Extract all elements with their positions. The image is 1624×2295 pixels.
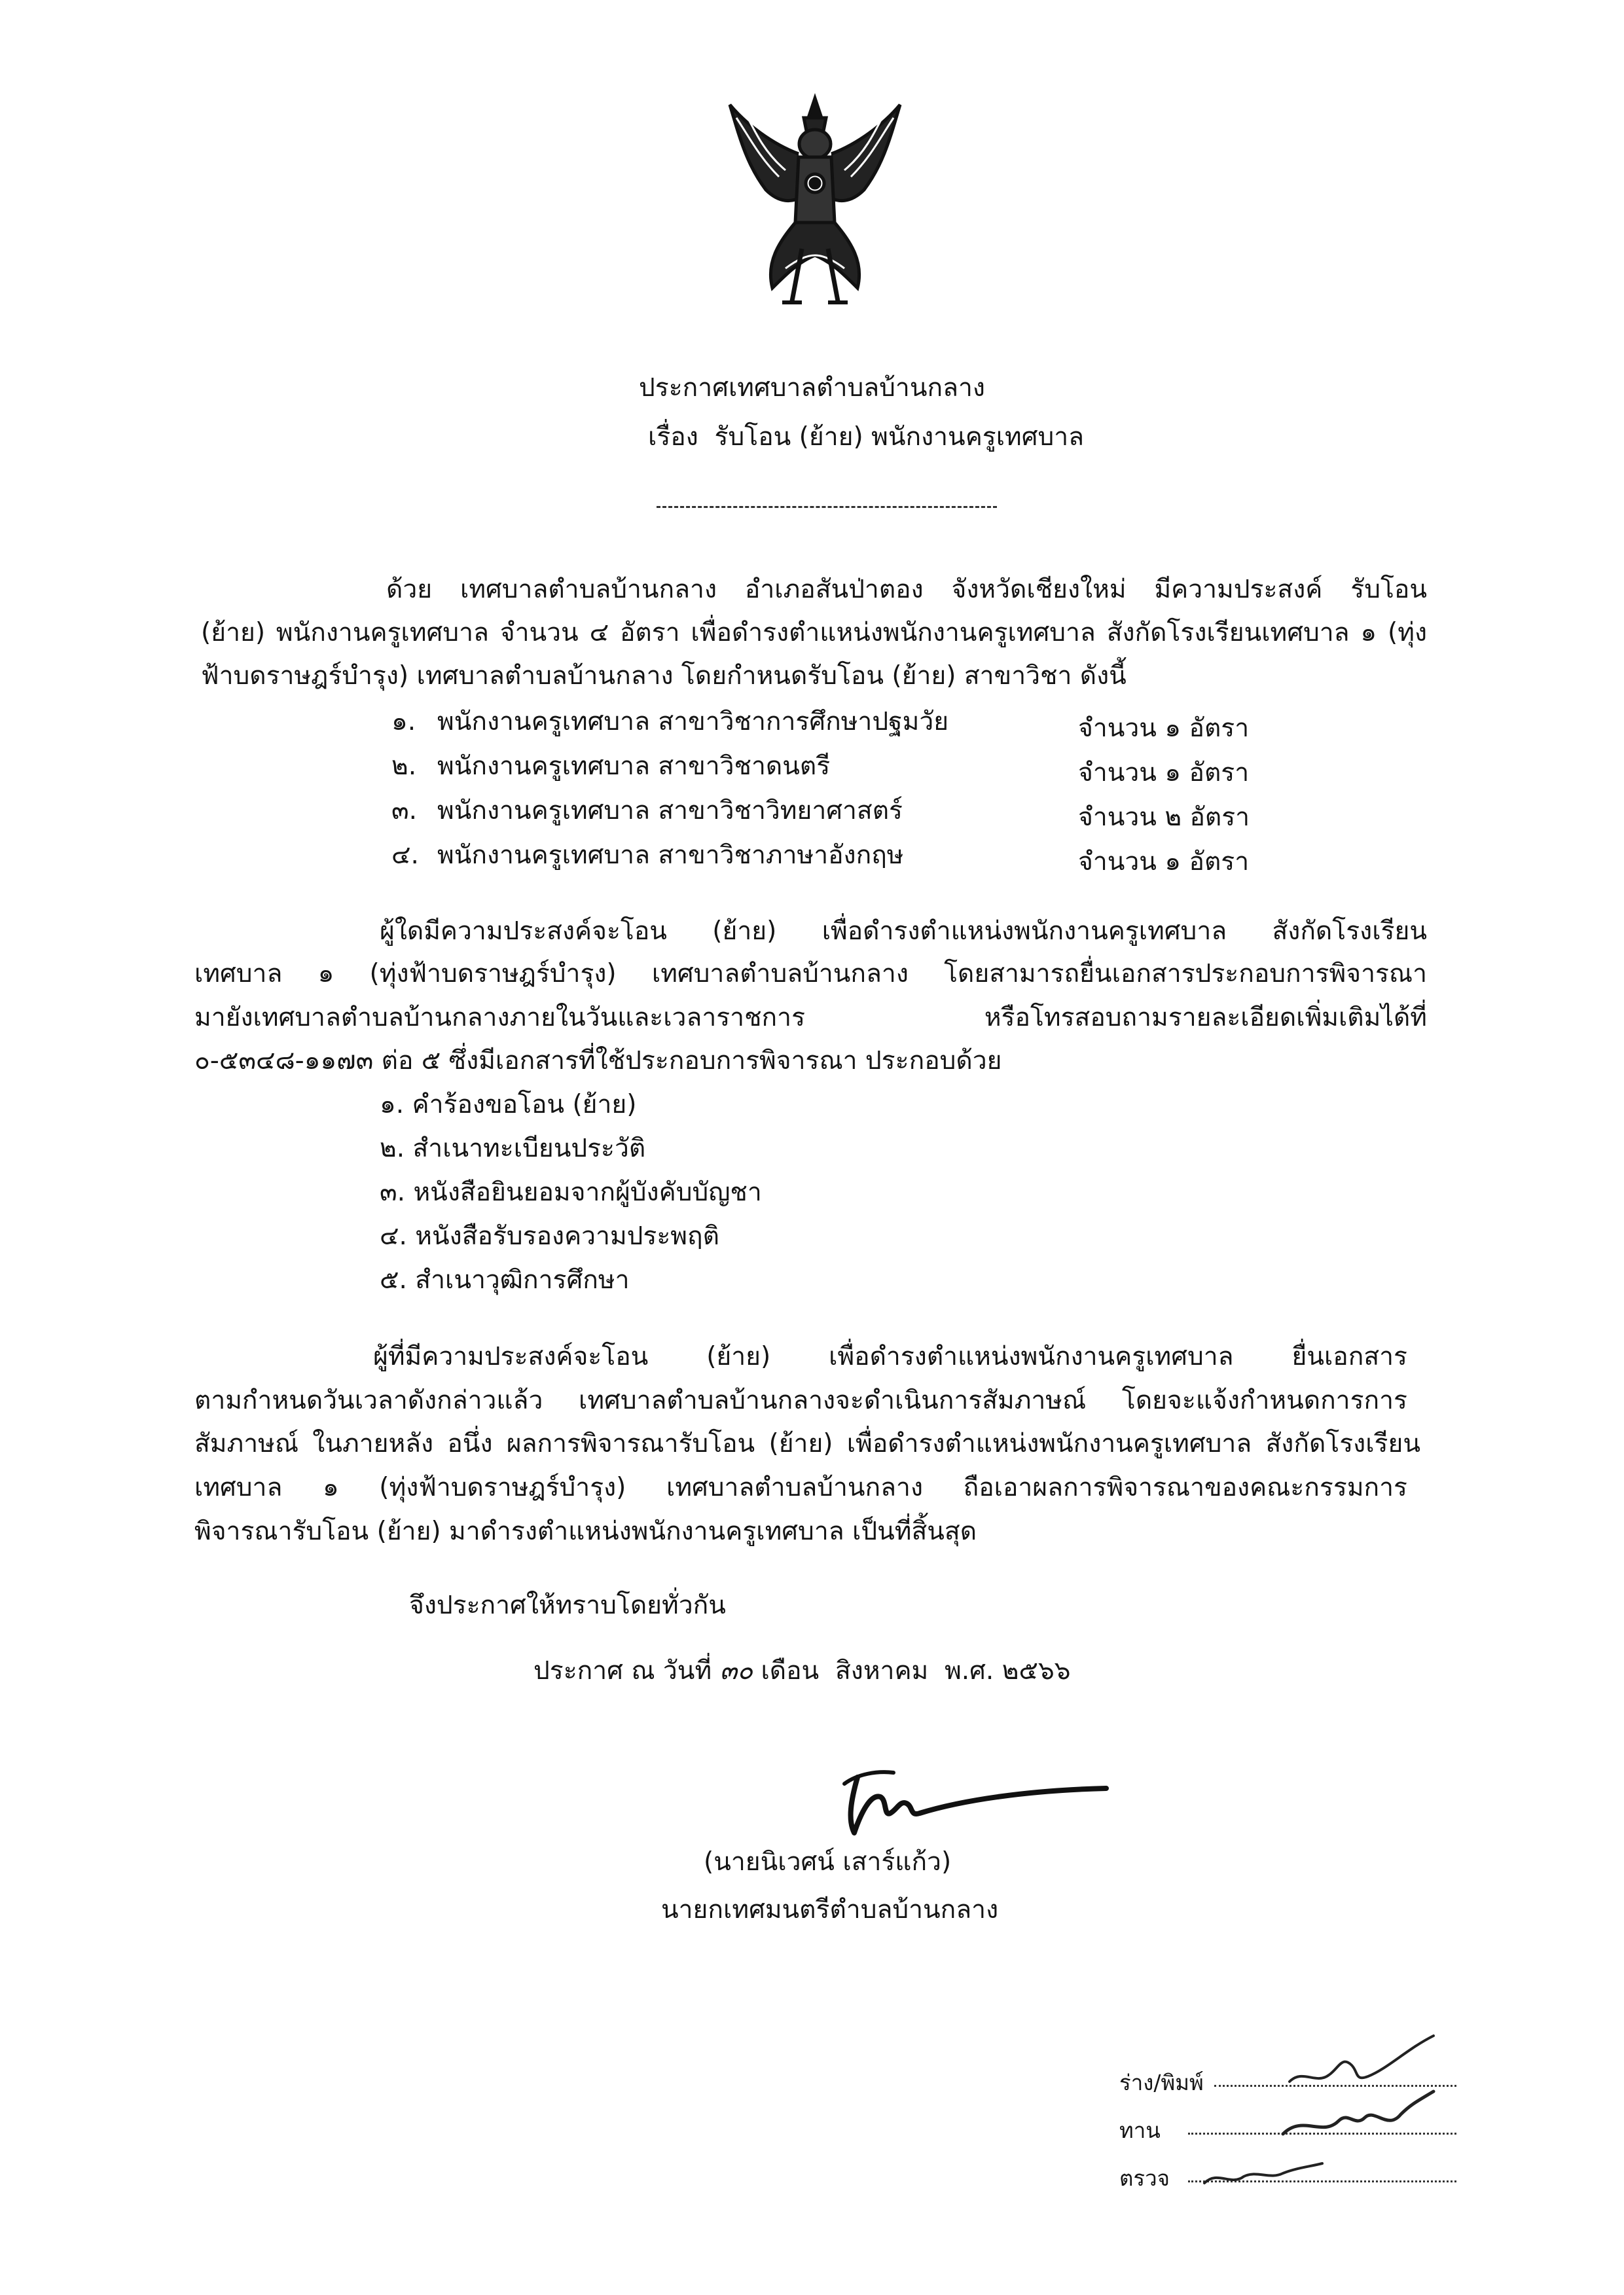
document-item: ๕. สำเนาวุฒิการศึกษา	[380, 1265, 630, 1295]
handwritten-signature	[831, 1761, 1113, 1846]
para2-line3: มายังเทศบาลตำบลบ้านกลางภายในวันและเวลาราชการ หรือโทรสอบถามรายละเอียดเพิ่มเติมได้ที่	[194, 1003, 1427, 1032]
document-item: ๓. หนังสือยินยอมจากผู้บังคับบัญชา	[380, 1178, 762, 1207]
check-initials	[1276, 2088, 1447, 2154]
verify-initials	[1198, 2154, 1329, 2199]
announcement-date	[533, 1656, 1070, 1687]
para1-line3: ฟ้าบดราษฎร์บำรุง) เทศบาลตำบลบ้านกลาง โดยกำหนดรับโอน (ย้าย) สาขาวิชา ดังนี้	[201, 661, 1127, 691]
para2-line2: เทศบาล ๑ (ทุ่งฟ้าบดราษฎร์บำรุง) เทศบาลตำบลบ้านกลาง โดยสามารถยื่นเอกสารประกอบการพิจารณา	[194, 959, 1427, 988]
signer-name: (นายนิเวศน์ เสาร์แก้ว)	[704, 1847, 952, 1877]
document-item: ๑. คำร้องขอโอน (ย้าย)	[380, 1090, 637, 1119]
position-count: จำนวน ๑ อัตรา	[1078, 714, 1250, 743]
date-day: ๓๐	[719, 1656, 753, 1686]
para3-line4: เทศบาล ๑ (ทุ่งฟ้าบดราษฎร์บำรุง) เทศบาลตำบลบ้านกลาง ถือเอาผลการพิจารณาของคณะกรรมการ	[194, 1473, 1407, 1502]
para2-line4: ๐-๕๓๔๘-๑๑๗๓ ต่อ ๕ ซึ่งมีเอกสารที่ใช้ประกอบการพิจารณา ประกอบด้วย	[194, 1046, 1002, 1075]
announcement-title: ประกาศเทศบาลตำบลบ้านกลาง	[639, 373, 985, 403]
signer-position: นายกเทศมนตรีตำบลบ้านกลาง	[661, 1895, 999, 1925]
para3-line3: สัมภาษณ์ ในภายหลัง อนึ่ง ผลการพิจารณารับโอน (ย้าย) เพื่อดำรงตำแหน่งพนักงานครูเทศบาล สังกัดโรงเรียน	[194, 1429, 1420, 1458]
document-item: ๒. สำเนาทะเบียนประวัติ	[380, 1134, 646, 1163]
verify-label: ตรวจ	[1119, 2165, 1170, 2191]
position-title: พนักงานครูเทศบาล สาขาวิชาดนตรี	[437, 751, 831, 781]
position-count: จำนวน ๑ อัตรา	[1078, 847, 1250, 876]
date-prefix: ประกาศ ณ วันที่	[533, 1656, 712, 1686]
date-year: ๒๕๖๖	[1001, 1656, 1071, 1686]
para3-line5: พิจารณารับโอน (ย้าย) มาดำรงตำแหน่งพนักงานครูเทศบาล เป็นที่สิ้นสุด	[194, 1517, 977, 1546]
position-title: พนักงานครูเทศบาล สาขาวิชาการศึกษาปฐมวัย	[437, 707, 949, 736]
para3-line2: ตามกำหนดวันเวลาดังกล่าวแล้ว เทศบาลตำบลบ้านกลางจะดำเนินการสัมภาษณ์ โดยจะแจ้งกำหนดการการ	[194, 1386, 1407, 1415]
document-item: ๔. หนังสือรับรองความประพฤติ	[380, 1221, 719, 1251]
subject-line	[648, 422, 1084, 453]
position-number: ๓.	[391, 796, 418, 825]
para1-line2: (ย้าย) พนักงานครูเทศบาล จำนวน ๔ อัตรา เพื่อดำรงตำแหน่งพนักงานครูเทศบาล สังกัดโรงเรียนเทศบาล ๑ (ทุ่ง	[201, 618, 1427, 647]
subject-label: เรื่อง	[648, 422, 698, 452]
position-count: จำนวน ๒ อัตรา	[1078, 803, 1250, 832]
position-title: พนักงานครูเทศบาล สาขาวิชาวิทยาศาสตร์	[437, 796, 903, 825]
date-month-label: เดือน	[761, 1656, 820, 1686]
subject-text: รับโอน (ย้าย) พนักงานครูเทศบาล	[714, 422, 1085, 452]
position-count: จำนวน ๑ อัตรา	[1078, 758, 1250, 787]
position-title: พนักงานครูเทศบาล สาขาวิชาภาษาอังกฤษ	[437, 840, 904, 870]
date-month: สิงหาคม	[835, 1656, 929, 1686]
para3-line1: ผู้ที่มีความประสงค์จะโอน (ย้าย) เพื่อดำรงตำแหน่งพนักงานครูเทศบาล ยื่นเอกสาร	[373, 1342, 1407, 1371]
date-year-label: พ.ศ.	[945, 1656, 994, 1686]
para2-line1: ผู้ใดมีความประสงค์จะโอน (ย้าย) เพื่อดำรงตำแหน่งพนักงานครูเทศบาล สังกัดโรงเรียน	[380, 916, 1427, 946]
garuda-emblem	[720, 92, 910, 314]
position-number: ๒.	[391, 751, 417, 781]
title-divider	[657, 506, 997, 508]
draft-label: ร่าง/พิมพ์	[1119, 2070, 1204, 2095]
check-label: ทาน	[1119, 2118, 1161, 2143]
position-number: ๑.	[391, 707, 416, 736]
para1-line1: ด้วย เทศบาลตำบลบ้านกลาง อำเภอสันป่าตอง จังหวัดเชียงใหม่ มีความประสงค์ รับโอน	[386, 575, 1427, 604]
closing-statement: จึงประกาศให้ทราบโดยทั่วกัน	[409, 1591, 726, 1620]
position-number: ๔.	[391, 840, 419, 870]
